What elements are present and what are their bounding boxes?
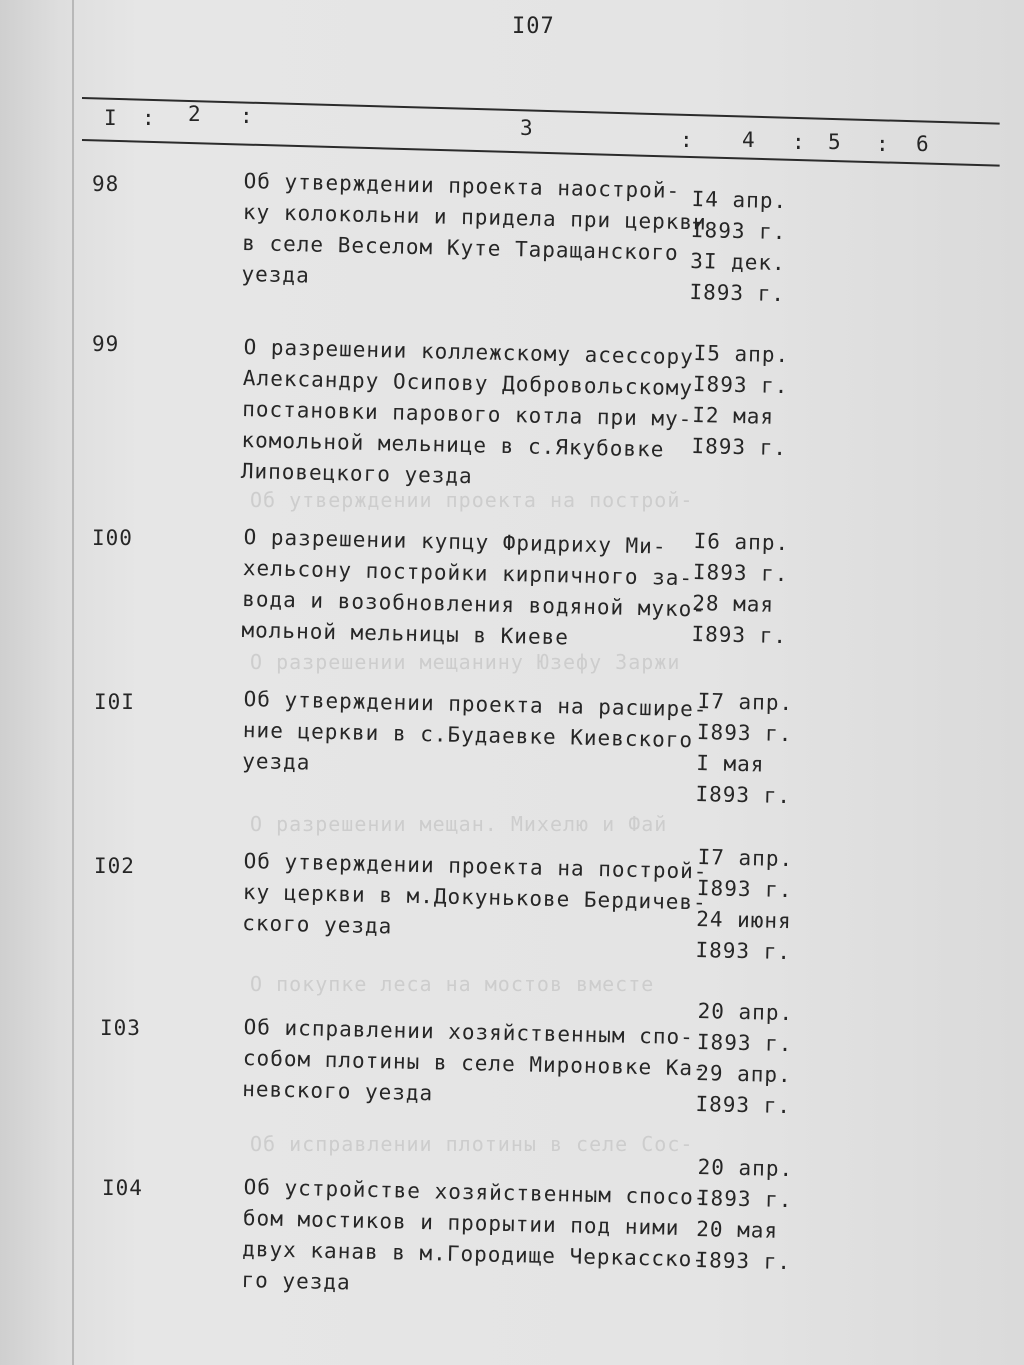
page-number: I07	[512, 14, 555, 39]
bleed-through-text: О покупке леса на мостов вместе	[250, 972, 655, 996]
entry-line: Липовецкого уезда	[240, 458, 473, 489]
header-col-3: 3	[520, 116, 533, 140]
date-end: I2 мая	[691, 402, 775, 429]
entry-description	[241, 522, 707, 656]
entry-line: собом плотины в селе Мироновке Ка-	[242, 1045, 707, 1081]
entry-line: ского уезда	[241, 910, 393, 939]
date-start: I6 апр.	[693, 528, 790, 556]
entry-number: 98	[92, 172, 120, 196]
entry-line: постановки парового котла при му-	[241, 396, 693, 432]
entry-line: Об утверждении проекта на построй-	[243, 848, 708, 884]
header-col-2: 2	[188, 102, 201, 126]
entry-line: комольной мельнице в с.Якубовке	[241, 427, 665, 462]
date-end: 28 мая	[691, 590, 775, 617]
date-start: I7 апр.	[697, 844, 794, 872]
entry-line: Об утверждении проекта на расшире-	[243, 686, 708, 722]
date-start-year: I893 г.	[696, 719, 793, 747]
entry-line: Об исправлении хозяйственным спо-	[243, 1014, 695, 1050]
entry-line: ние церкви в с.Будаевке Киевского	[242, 717, 694, 753]
date-end-year: I893 г.	[695, 1247, 792, 1275]
entry-line: вода и возобновления водяной муко-	[241, 586, 707, 622]
date-end: I мая	[695, 750, 765, 777]
header-sep: :	[142, 106, 155, 130]
entry-line: ку церкви в м.Докунькове Бердичев-	[242, 879, 707, 915]
date-end-year: I893 г.	[695, 781, 792, 809]
entry-description	[241, 684, 708, 787]
date-end-year: I893 г.	[691, 621, 788, 649]
entry-description	[241, 1012, 707, 1115]
entry-line: мольной мельницы в Киеве	[241, 617, 570, 650]
header-col-4: 4	[742, 128, 755, 152]
date-start-year: I893 г.	[692, 559, 789, 587]
entry-dates	[695, 842, 818, 969]
date-start-year: I893 г.	[696, 1185, 793, 1213]
date-end: 3I дек.	[689, 248, 787, 276]
entry-dates	[691, 526, 814, 653]
entry-line: Александру Осипову Добровольскому	[242, 365, 694, 401]
header-rule-top	[82, 97, 1000, 125]
date-end-year: I893 г.	[689, 279, 786, 307]
header-sep: :	[876, 132, 889, 156]
header-rule-bottom	[82, 139, 1000, 167]
date-end-year: I893 г.	[695, 1091, 792, 1119]
entry-number: I02	[94, 854, 135, 878]
entry-line: го уезда	[241, 1267, 351, 1295]
date-start-year: I893 г.	[690, 217, 787, 245]
entry-line: двух канав в м.Городище Черкасско-	[241, 1236, 707, 1272]
date-start: I4 апр.	[691, 186, 788, 214]
date-start: I5 апр.	[693, 340, 790, 368]
date-end: 20 мая	[695, 1216, 779, 1243]
entry-dates	[689, 184, 812, 311]
entry-line: в селе Веселом Куте Таращанского	[241, 230, 679, 265]
entry-line: бом мостиков и прорытии под ними	[242, 1205, 680, 1240]
entry-line: невского уезда	[241, 1076, 434, 1106]
header-sep: :	[680, 128, 693, 152]
bleed-through-text: О разрешении мещанину Юзефу Заржи	[250, 650, 681, 674]
header-col-1: I	[104, 106, 117, 130]
entry-line: уезда	[241, 748, 311, 775]
entry-description	[241, 1172, 708, 1306]
entry-description	[241, 846, 708, 949]
entry-line: ку колокольни и придела при церкви	[242, 199, 707, 235]
bleed-through-text: Об исправлении плотины в селе Сос-	[250, 1132, 694, 1156]
entry-line: уезда	[241, 261, 311, 288]
entry-description	[241, 166, 707, 300]
entry-line: Об устройстве хозяйственным спосо-	[243, 1174, 708, 1210]
entry-line: О разрешении купцу Фридриху Ми-	[243, 524, 667, 559]
date-end: 24 июня	[695, 906, 793, 934]
entry-number: I03	[100, 1016, 141, 1040]
entry-number: I04	[102, 1176, 143, 1200]
entry-dates	[695, 996, 818, 1123]
date-start: 20 апр.	[697, 1154, 794, 1182]
date-end-year: I893 г.	[695, 937, 792, 965]
header-col-6: 6	[916, 132, 929, 156]
date-start: I7 апр.	[697, 688, 794, 716]
bleed-through-text: О разрешении мещан. Михелю и Фай	[250, 812, 668, 836]
date-start-year: I893 г.	[696, 875, 793, 903]
entry-number: 99	[92, 332, 120, 356]
entry-line: О разрешении коллежскому асессору	[243, 334, 695, 370]
entry-dates	[691, 338, 814, 465]
date-start-year: I893 г.	[696, 1029, 793, 1057]
date-start: 20 апр.	[697, 998, 794, 1026]
entry-dates	[695, 1152, 818, 1279]
entry-description	[240, 332, 703, 497]
entry-line: Об утверждении проекта наострой-	[243, 168, 681, 203]
date-start-year: I893 г.	[692, 371, 789, 399]
entry-number: I0I	[94, 690, 135, 714]
date-end-year: I893 г.	[691, 433, 788, 461]
bleed-through-text: Об утверждении проекта на построй-	[250, 488, 694, 512]
date-end: 29 апр.	[695, 1060, 793, 1088]
entry-number: I00	[92, 526, 133, 550]
header-sep: :	[240, 104, 253, 128]
header-col-5: 5	[828, 130, 841, 154]
header-sep: :	[792, 130, 805, 154]
binding-edge	[72, 0, 74, 1365]
entry-line: хельсону постройки кирпичного за-	[242, 555, 694, 591]
entry-dates	[695, 686, 818, 813]
